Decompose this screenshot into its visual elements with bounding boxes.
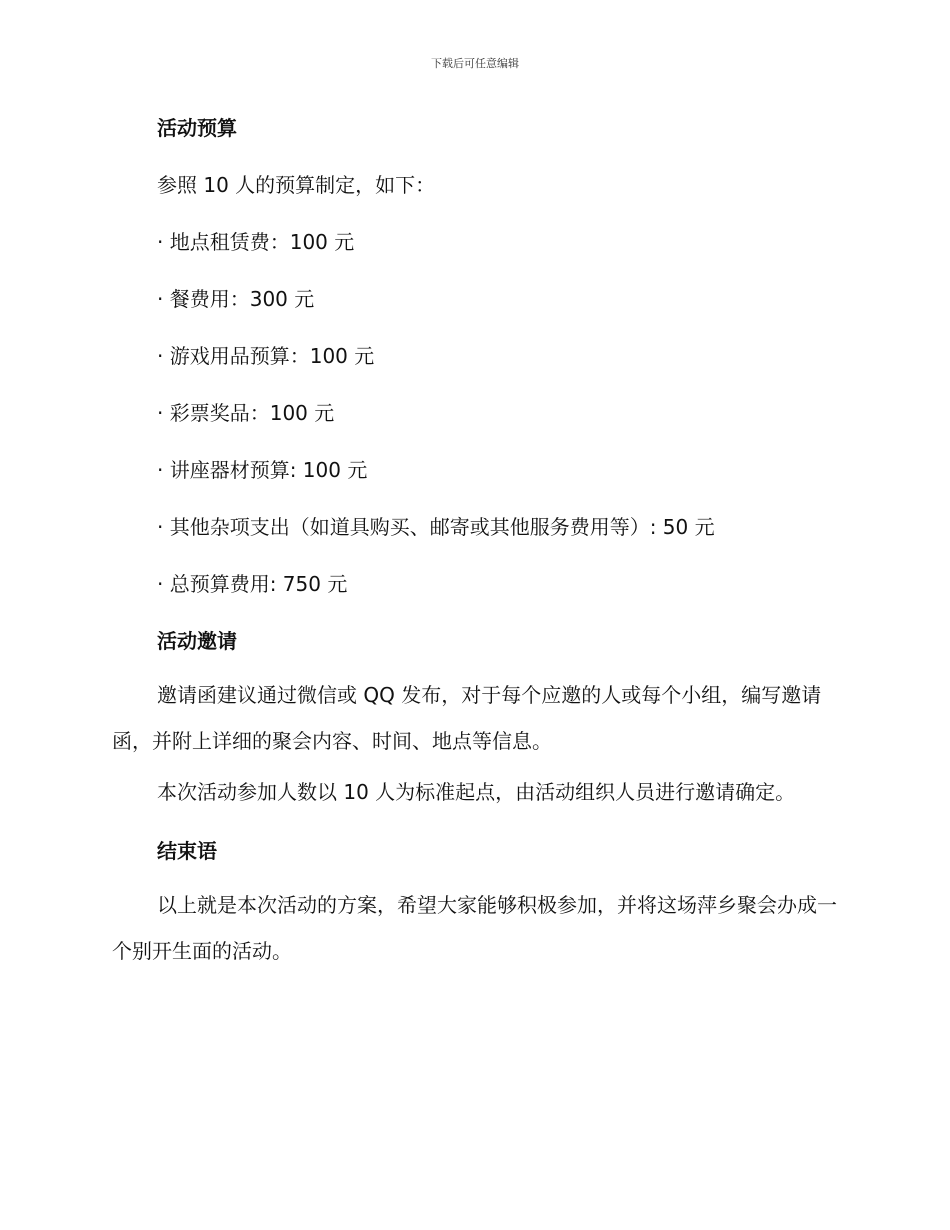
budget-item: · 讲座器材预算: 100 元 [157,458,368,482]
budget-list [112,226,837,600]
budget-item: · 地点租赁费：100 元 [157,230,355,254]
budget-item: · 餐费用：300 元 [157,287,315,311]
budget-item: · 其他杂项支出（如道具购买、邮寄或其他服务费用等）: 50 元 [157,515,715,539]
page-header: 下载后可任意编辑 [431,57,519,70]
invitation-paragraph: 邀请函建议通过微信或 QQ 发布，对于每个应邀的人或每个小组，编写邀请函，并附上详细的聚会内容、时间、地点等信息。 [112,683,822,753]
closing-heading: 结束语 [157,839,217,863]
budget-item: · 彩票奖品：100 元 [157,401,335,425]
invitation-heading: 活动邀请 [157,629,237,653]
closing-paragraph: 以上就是本次活动的方案，希望大家能够积极参加，并将这场萍乡聚会办成一个别开生面的活动。 [112,893,837,963]
invitation-paragraph: 本次活动参加人数以 10 人为标准起点，由活动组织人员进行邀请确定。 [157,780,796,804]
budget-intro: 参照 10 人的预算制定，如下： [157,173,436,197]
budget-item-total: · 总预算费用: 750 元 [157,572,348,596]
document-body [112,112,837,979]
budget-heading: 活动预算 [157,116,237,140]
budget-item: · 游戏用品预算：100 元 [157,344,375,368]
